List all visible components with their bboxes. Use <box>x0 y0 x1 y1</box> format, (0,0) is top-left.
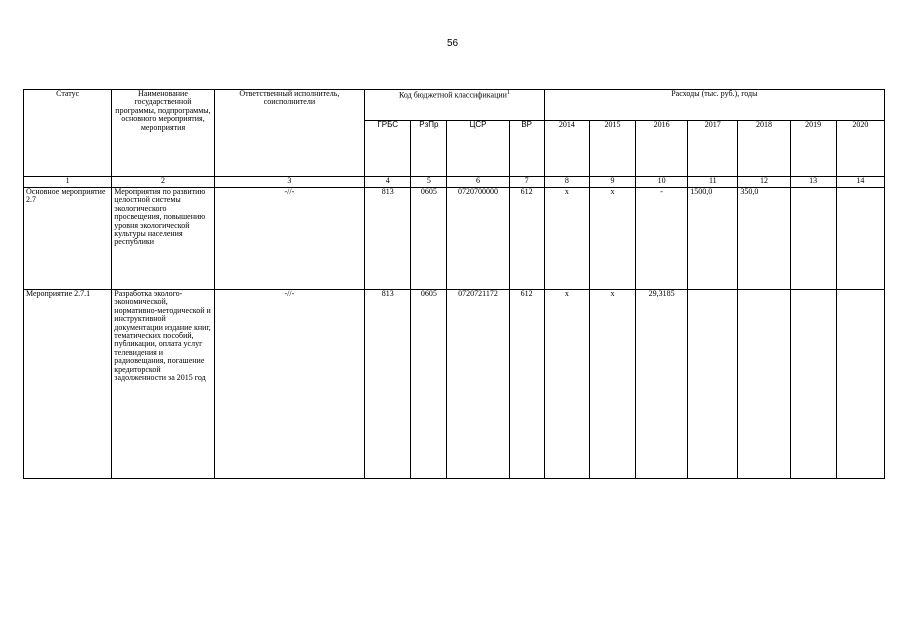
row-csr: 0720721172 <box>447 290 509 479</box>
header-year: 2015 <box>589 121 635 177</box>
column-number: 13 <box>790 177 836 188</box>
row-value: - <box>636 188 688 290</box>
column-number: 2 <box>112 177 214 188</box>
column-number: 1 <box>24 177 112 188</box>
row-name: Мероприятия по развитию целостной системы экологического просвещения, повышению уровня экологической культуры населения республики <box>112 188 214 290</box>
row-grbs: 813 <box>365 290 411 479</box>
table-row <box>24 290 885 479</box>
row-value <box>836 188 884 290</box>
header-status: Статус <box>24 90 112 177</box>
header-year: 2019 <box>790 121 836 177</box>
row-csr: 0720700000 <box>447 188 509 290</box>
row-status: Мероприятие 2.7.1 <box>24 290 112 479</box>
row-vr: 612 <box>509 290 544 479</box>
column-number: 10 <box>636 177 688 188</box>
column-number: 14 <box>836 177 884 188</box>
row-value: 350,0 <box>738 188 790 290</box>
page-number: 56 <box>446 38 459 49</box>
column-number: 3 <box>214 177 365 188</box>
header-year: 2017 <box>688 121 738 177</box>
row-value: 29,3185 <box>636 290 688 479</box>
column-number: 7 <box>509 177 544 188</box>
header-rzpr: РзПр <box>411 121 447 177</box>
row-value <box>688 290 738 479</box>
header-grbs: ГРБС <box>365 121 411 177</box>
header-budget-code: Код бюджетной классификации$^1$ <box>365 90 545 121</box>
row-rzpr: 0605 <box>411 290 447 479</box>
row-value <box>738 290 790 479</box>
column-number-row <box>24 177 885 188</box>
column-number: 6 <box>447 177 509 188</box>
row-rzpr: 0605 <box>411 188 447 290</box>
row-value <box>836 290 884 479</box>
row-value: x <box>544 188 589 290</box>
row-value: x <box>589 290 635 479</box>
row-name: Разработка эколого-экономической, нормативно-методической и инструктивной документации издание книг, тематических пособий, публикации, оплата услуг телевидения и радиовещания, погашение кредиторской задолженности за 2015 год <box>112 290 214 479</box>
table-row <box>24 188 885 290</box>
column-number: 9 <box>589 177 635 188</box>
header-csr: ЦСР <box>447 121 509 177</box>
column-number: 8 <box>544 177 589 188</box>
row-status: Основное мероприятие 2.7 <box>24 188 112 290</box>
column-number: 12 <box>738 177 790 188</box>
row-vr: 612 <box>509 188 544 290</box>
header-year: 2020 <box>836 121 884 177</box>
header-expenses: Расходы (тыс. руб.), годы <box>544 90 884 121</box>
row-value: x <box>544 290 589 479</box>
column-number: 11 <box>688 177 738 188</box>
row-value <box>790 290 836 479</box>
row-grbs: 813 <box>365 188 411 290</box>
budget-table <box>23 89 885 479</box>
row-value: x <box>589 188 635 290</box>
header-year: 2018 <box>738 121 790 177</box>
header-executor: Ответственный исполнитель, соисполнители <box>214 90 365 177</box>
column-number: 4 <box>365 177 411 188</box>
row-value <box>790 188 836 290</box>
row-value: 1500,0 <box>688 188 738 290</box>
row-executor: -//- <box>214 290 365 479</box>
row-executor: -//- <box>214 188 365 290</box>
column-number: 5 <box>411 177 447 188</box>
header-name: Наименование государственной программы, подпрограммы, основного мероприятия, мероприятия <box>112 90 214 177</box>
header-year: 2016 <box>636 121 688 177</box>
header-vr: ВР <box>509 121 544 177</box>
header-year: 2014 <box>544 121 589 177</box>
